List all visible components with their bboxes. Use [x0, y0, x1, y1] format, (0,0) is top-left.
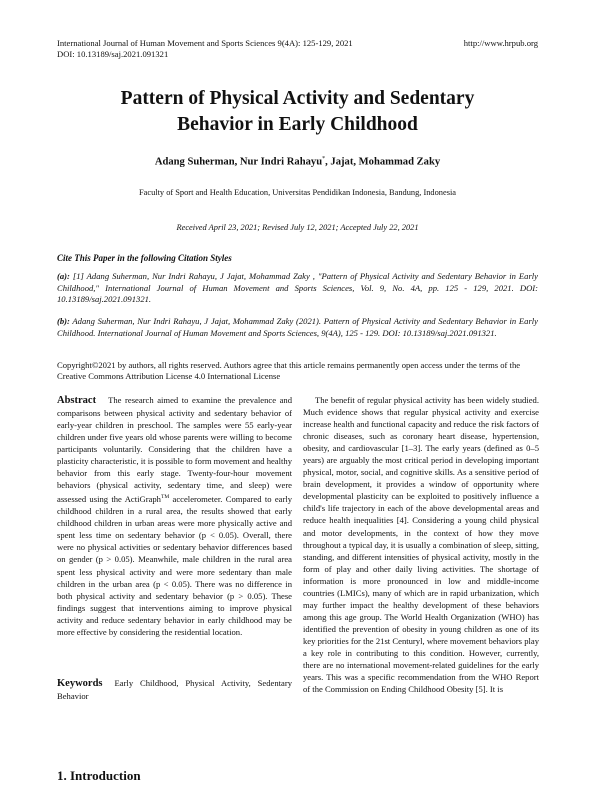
citation-b-text: Adang Suherman, Nur Indri Rahayu, J Jajat, Mohammad Zaky (2021). Pattern of Physical Activity and Sedentary Behavior in Early Childhood. International Journal of Human Movement and Sports Sciences, 9(4A), 125 - 129. DOI: 10.13189/saj.2021.091321.: [57, 316, 538, 338]
keywords-label: Keywords: [57, 678, 103, 689]
introduction-heading: 1. Introduction: [57, 768, 141, 783]
title-line-1: Pattern of Physical Activity and Sedentary: [120, 88, 475, 109]
abstract-text-part-1: The research aimed to examine the prevalence and comparisons between physical activity and sedentary behavior of early-year children in preschool. The samples were 55 early-year children under five years old whose parents were willing to become participants voluntarily. Considering that the children have a plasticity characteristic, it is possible to form movement and healthy behavior from this early stage. Twenty-four-hour movement behaviors (physical activity, sedentary time, and sleep) were assessed using the ActiGraph: [57, 395, 292, 505]
keywords-text: Early Childhood, Physical Activity, Sedentary Behavior: [57, 678, 292, 701]
affiliation: Faculty of Sport and Health Education, Universitas Pendidikan Indonesia, Bandung, Indonesia: [138, 188, 457, 197]
doi-line: DOI: 10.13189/saj.2021.091321: [57, 49, 169, 60]
copyright-notice: Copyright©2021 by authors, all rights reserved. Authors agree that this article remains permanently open access under the terms of the Creative Commons Attribution License 4.0 International License: [57, 360, 521, 382]
abstract-section: [57, 394, 292, 638]
trademark-mark: TM: [160, 494, 170, 501]
paper-title: [57, 86, 538, 138]
citation-a-label: (a):: [57, 271, 70, 281]
title-line-2: Behavior in Early Childhood: [177, 114, 418, 135]
author-list: [57, 156, 538, 168]
keywords-section: [57, 677, 292, 702]
abstract-label: Abstract: [57, 395, 97, 406]
journal-citation: International Journal of Human Movement and Sports Sciences 9(4A): 125-129, 2021: [57, 38, 353, 48]
citation-a-text: [1] Adang Suherman, Nur Indri Rahayu, J Jajat, Mohammad Zaky , "Pattern of Physical Activity and Sedentary Behavior in Early Childhood," International Journal of Human Movement and Sports Sciences, Vol. 9, No. 4A, pp. 125 - 129, 2021. DOI: 10.13189/saj.2021.091321.: [57, 271, 538, 305]
running-header: [57, 38, 538, 60]
citation-style-b: [57, 316, 538, 339]
authors-part-2: , Jajat, Mohammad Zaky: [325, 156, 441, 168]
citation-b-label: (b):: [57, 316, 70, 326]
introduction-body: The benefit of regular physical activity has been widely studied. Much evidence shows that regular physical activity and exercise increase health and functional capacity and reduce the risk factors of chronic diseases, such as coronary heart disease, hypertension, obesity, and cardiovascular [1–3]. The early years (defined as 0–5 years) are arguably the most critical period in developing important physical, motor, social, and cognitive skills. As a sensitive period of brain development, it provides a window of opportunity where developmental plasticity can be exploited to positively influence a child's life trajectory in each of the above developmental areas and reduce health inequalities [4]. Considering a young child physical and motor developments, in the context of how they move throughout a typical day, it is usually a combination of sleep, sitting, standing, and different intensities of physical activity, mostly in the form of play and other daily living activities. The shortage of information is more pronounced in low and middle-income countries (LMICs), many of which are in rapid urbanization, which may further impact the healthy development of these behaviors among this age group. The World Health Organization (WHO) has identified the prevention of obesity in young children as one of its key priorities for the 21st Centuryl, where movement behaviors play a key role in contributing to this condition. However, currently, there are no international movement-related guidelines for the early years. This was a specific recommendation from the WHO Report of the Commission on Ending Childhood Obesity [5]. It is: [303, 395, 539, 695]
journal-url-link[interactable]: http://www.hrpub.org: [463, 38, 538, 48]
received-dates: Received April 23, 2021; Revised July 12, 2021; Accepted July 22, 2021: [176, 223, 419, 232]
abstract-text-part-2: accelerometer. Compared to early childhood children in a rural area, the results showed that early childhood children in urban areas were more physically active and spent less time on sedentary behavior (p < 0.05). Overall, there were no physical activities or sedentary behavior differences based on gender (p > 0.05). Meanwhile, male children in the rural area spent less physical activity and were more sedentary than male children in the urban area (p < 0.05). There was no difference in both physical activity and sedentary behavior (p > 0.05). These findings suggest that interventions aiming to improve physical activity and reduce sedentary behavior in early childhood may be more effective by considering the residential location.: [57, 494, 293, 637]
citation-style-a: [57, 271, 538, 306]
corresponding-author-mark: *: [322, 156, 326, 162]
citation-heading: Cite This Paper in the following Citation Styles: [57, 253, 232, 263]
authors-part-1: Adang Suherman, Nur Indri Rahayu: [154, 156, 323, 168]
